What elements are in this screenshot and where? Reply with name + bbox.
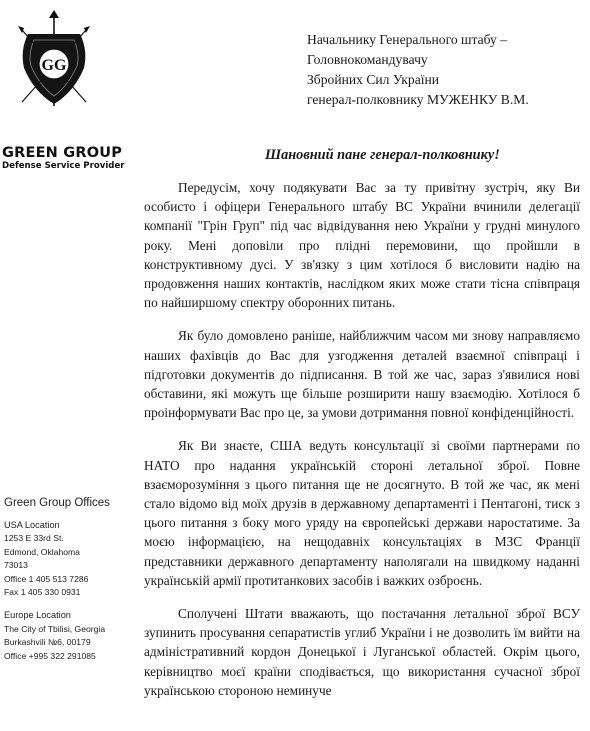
europe-office-phone: Office +995 322 291085 <box>4 650 96 661</box>
europe-address-line: The City of Tbilisi, Georgia <box>4 623 106 634</box>
usa-zip: 73013 <box>4 560 28 571</box>
usa-address-line: 1253 E 33rd St. <box>4 533 64 544</box>
body-paragraph: Сполучені Штати вважають, що постачання летальної зброї ВСУ зупинить просування сепаратистів углиб України і не дозволить їм вийти на адміністративний кордон Донецької і Луганської областей. Окрім цього, керівництво моєї країни сподівається, що використання сучасної зброї українською стороною неминуче <box>144 606 580 698</box>
shield-crest-icon <box>14 10 94 108</box>
offices-title: Green Group Offices <box>4 497 110 509</box>
logo-monogram: GG <box>41 57 67 74</box>
body-paragraph: Як було домовлено раніше, найближчим часом ми знову направляємо наших фахівців до Вас для узгодження деталей взаємної співпраці і підготовки документів до підписання. В той же час, зараз з'явилися нові обставини, які можуть ще більше розширити нашу взаємодію. Хотілося б проінформувати Вас про це, за умови дотримання повної конфіденційності. <box>144 328 580 421</box>
body-paragraph: Як Ви знаєте, США ведуть консультації зі своїми партнерами по НАТО про надання українській стороні летальної зброї. Повне взаєморозуміння з цього питання ще не досягнуто. В той же час, як мені стало відомо від моїх друзів в державному департаменті і Пентагоні, тиск з цього питання з боку мого уряду на європейські держави наростатиме. За моєю інформацією, на нещодавніх консультаціях в МЗС Франції представники державного департаменту наполягали на швидкому наданні українській армії протитанкових засобів і важких озброєнь. <box>144 438 580 588</box>
europe-office-block <box>4 609 122 663</box>
recipient-line: генерал-полковнику МУЖЕНКУ В.М. <box>307 92 529 107</box>
europe-location-label: Europe Location <box>4 610 71 621</box>
company-logo <box>14 10 94 108</box>
salutation: Шановний пане генерал-полковнику! <box>265 147 500 163</box>
usa-address-line: Edmond, Oklahoma <box>4 546 80 557</box>
recipient-line: Головнокомандувачу <box>307 52 428 67</box>
brand-block <box>2 145 125 172</box>
brand-name: GREEN GROUP <box>2 145 123 161</box>
usa-fax: Fax 1 405 330 0931 <box>4 587 81 598</box>
brand-tagline: Defense Service Provider <box>2 161 125 171</box>
europe-address-line: Burkashvili №6, 00179 <box>4 637 91 648</box>
recipient-line: Начальнику Генерального штабу – <box>307 32 508 47</box>
offices-sidebar <box>4 497 122 663</box>
recipient-block <box>307 30 577 110</box>
usa-location-label: USA Location <box>4 520 60 530</box>
usa-office-block <box>4 519 122 599</box>
body-paragraph: Передусім, хочу подякувати Вас за ту привітну зустріч, яку Ви особисто і офіцери Генерального штабу ВС України вчинили делегації компанії "Грін Груп" під час відвідування нею України у грудні минулого року. Мені доповіли про плідні перемовини, що пройшли в конструктивному дусі. У зв'язку з цим хотілося б висловити надію на продовження наших контактів, наслідком яких може стати тісна співпраця по найширшому спектру оборонних питань. <box>144 180 580 311</box>
letter-body <box>144 178 580 714</box>
recipient-line: Збройних Сил України <box>307 72 440 87</box>
usa-office-phone: Office 1 405 513 7286 <box>4 573 89 584</box>
